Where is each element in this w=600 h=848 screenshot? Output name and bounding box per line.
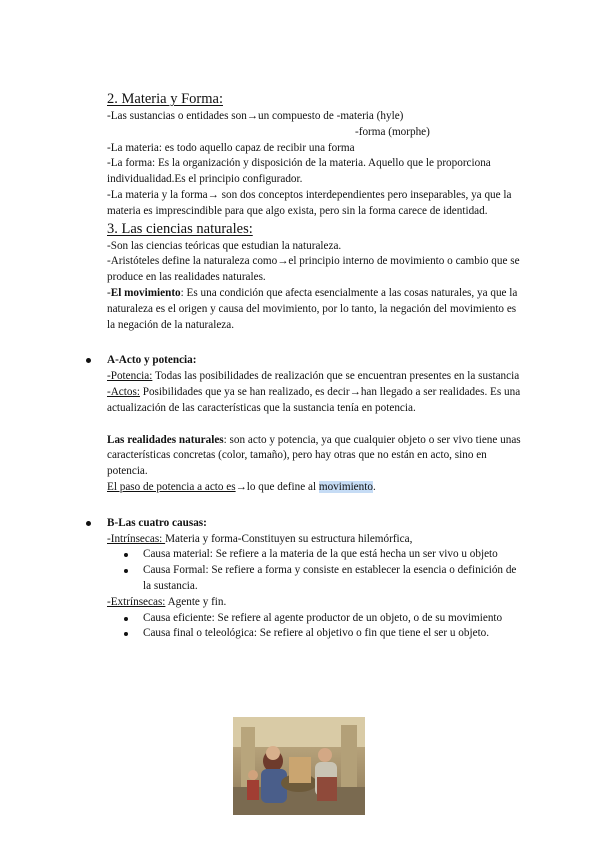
list-item: Causa eficiente: Se refiere al agente productor de un objeto, o de su movimiento	[107, 611, 527, 627]
bullet-icon	[124, 569, 128, 573]
text-span: Posibilidades que ya se han realizado, es decir→han llegado a ser realidades. Es una actualización de las características que la sustancia tenía en potencia.	[107, 385, 521, 414]
paragraph	[107, 286, 527, 333]
term-label: -Extrínsecas:	[107, 595, 166, 608]
section-title-materia-forma: 2. Materia y Forma:	[107, 91, 223, 107]
text-span: Todas las posibilidades de realización que se encuentran presentes en la sustancia	[152, 370, 520, 383]
paragraph	[107, 433, 527, 480]
bullet-icon	[86, 358, 91, 363]
paragraph	[107, 385, 527, 417]
section-acto-potencia	[107, 353, 527, 495]
bullet-icon	[86, 521, 91, 526]
term-label: -Intrínsecas:	[107, 532, 166, 545]
list-item: Causa final o teleológica: Se refiere al objetivo o fin que tiene el ser u objeto.	[107, 626, 527, 642]
text-span: Materia y forma-Constituyen su estructura hilemórfica,	[165, 532, 413, 545]
bold-term: El movimiento	[110, 286, 181, 299]
list-item: Causa Formal: Se refiere a forma y consiste en establecer la esencia o definición de la sustancia.	[107, 563, 527, 595]
document-body	[107, 90, 527, 642]
dash: -	[107, 286, 111, 299]
section-heading: B-Las cuatro causas:	[107, 516, 207, 529]
text-line: -Las sustancias o entidades son→un compuesto de -materia (hyle)	[107, 110, 404, 122]
bullet-icon	[124, 617, 128, 621]
bullet-icon	[124, 553, 128, 557]
highlighted-text[interactable]: movimiento	[318, 480, 373, 493]
paragraph: -La forma: Es la organización y disposición de la materia. Aquello que le proporciona individualidad.Es el principio configurador.	[107, 157, 491, 186]
text-line: -Son las ciencias teóricas que estudian la naturaleza.	[107, 239, 342, 252]
term-label: -Potencia:	[107, 370, 153, 383]
text-span: →lo que define al	[235, 480, 319, 493]
text-span: : Es una condición que afecta esencialmente a las cosas naturales, ya que la naturaleza es el origen y causa del movimiento, por lo tanto, la negación del movimiento es la negación de la naturaleza.	[107, 286, 518, 331]
section-cuatro-causas	[107, 516, 527, 642]
text-line	[107, 532, 527, 548]
text-span: Agente y fin.	[165, 595, 227, 608]
section-title-ciencias-naturales: 3. Las ciencias naturales:	[107, 220, 253, 237]
term-label: -Actos:	[107, 385, 140, 398]
bullet-icon	[124, 632, 128, 636]
painting-illustration	[233, 717, 365, 815]
paragraph	[107, 369, 527, 385]
bold-term: Las realidades naturales	[107, 433, 224, 446]
paragraph: -La materia y la forma→ son dos conceptos interdependientes pero inseparables, ya que la materia es imprescindible para que algo exista, pero sin la forma carece de identidad.	[107, 188, 512, 217]
underlined-text: El paso de potencia a acto es	[107, 480, 236, 493]
list-item: Causa material: Se refiere a la materia de la que está hecha un ser vivo u objeto	[107, 547, 527, 563]
paragraph: El paso de potencia a acto es→lo que define al movimiento.	[107, 480, 376, 493]
paragraph: -Aristóteles define la naturaleza como→el principio interno de movimiento o cambio que se produce en las realidades naturales.	[107, 255, 520, 284]
section-heading: A-Acto y potencia:	[107, 354, 197, 367]
text-line: -forma (morphe)	[355, 125, 430, 138]
text-line	[107, 595, 527, 611]
text-line: -La materia: es todo aquello capaz de recibir una forma	[107, 141, 355, 154]
text-span: : son acto y potencia, ya que cualquier objeto o ser vivo tiene unas características concretas (color, tamaño), pero hay otras que no están en acto, sino en potencia.	[107, 433, 521, 478]
